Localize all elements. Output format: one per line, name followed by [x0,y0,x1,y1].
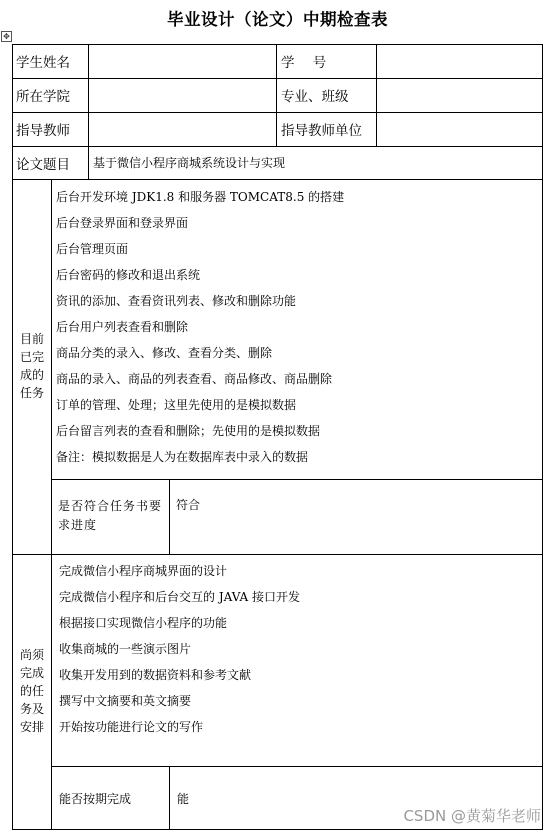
list-item: 收集商城的一些演示图片 [59,642,192,656]
on-time-value[interactable]: 能 [177,791,190,806]
thesis-title-label: 论文题目 [16,156,70,173]
csdn-watermark: CSDN @黄菊华老师 [403,807,541,825]
advisor-unit-field[interactable] [377,112,541,146]
remaining-tasks-list[interactable] [59,558,529,740]
conform-progress-label: 是否符合任务书要求进度 [58,499,163,532]
conform-progress-value[interactable]: 符合 [176,497,201,512]
list-item: 后台留言列表的查看和删除；先使用的是模拟数据 [56,424,321,438]
advisor-field[interactable] [89,112,275,146]
list-item: 后台用户列表查看和删除 [56,320,189,334]
on-time-label: 能否按期完成 [59,791,132,806]
student-name-label: 学生姓名 [16,55,70,71]
list-item: 商品的录入、商品的列表查看、商品修改、商品删除 [56,372,333,386]
list-item: 订单的管理、处理；这里先使用的是模拟数据 [56,398,297,412]
list-item: 根据接口实现微信小程序的功能 [59,616,228,630]
list-item: 后台密码的修改和退出系统 [56,268,201,282]
college-label: 所在学院 [16,89,70,105]
completed-tasks-label: 目前 已完 成的 任务 [19,332,44,400]
list-item: 完成微信小程序和后台交互的 JAVA 接口开发 [59,590,301,604]
major-class-field[interactable] [377,78,541,112]
thesis-title-value[interactable]: 基于微信小程序商城系统设计与实现 [93,156,286,170]
list-item: 资讯的添加、查看资讯列表、修改和删除功能 [56,294,297,308]
list-item: 收集开发用到的数据资料和参考文献 [59,668,252,682]
college-field[interactable] [89,78,275,112]
list-item: 商品分类的录入、修改、查看分类、删除 [56,346,273,360]
list-item: 备注：模拟数据是人为在数据库表中录入的数据 [56,450,309,464]
list-item: 完成微信小程序商城界面的设计 [59,564,228,578]
list-item: 后台管理页面 [56,242,129,256]
student-name-field[interactable] [89,44,275,78]
completed-tasks-list[interactable] [56,184,536,470]
list-item: 后台登录界面和登录界面 [56,216,189,230]
table-move-handle-icon[interactable]: ✥ [1,31,12,42]
student-id-label: 学 号 [281,55,327,71]
list-item: 撰写中文摘要和英文摘要 [59,694,192,708]
advisor-label: 指导教师 [16,123,70,139]
form-title: 毕业设计（论文）中期检查表 [167,10,388,29]
major-class-label: 专业、班级 [281,89,349,105]
list-item: 后台开发环境 JDK1.8 和服务器 TOMCAT8.5 的搭建 [56,190,345,204]
student-id-field[interactable] [377,44,541,78]
list-item: 开始按功能进行论文的写作 [59,720,204,734]
advisor-unit-label: 指导教师单位 [281,123,362,139]
remaining-tasks-label: 尚须 完成 的任 务及 安排 [19,648,44,734]
